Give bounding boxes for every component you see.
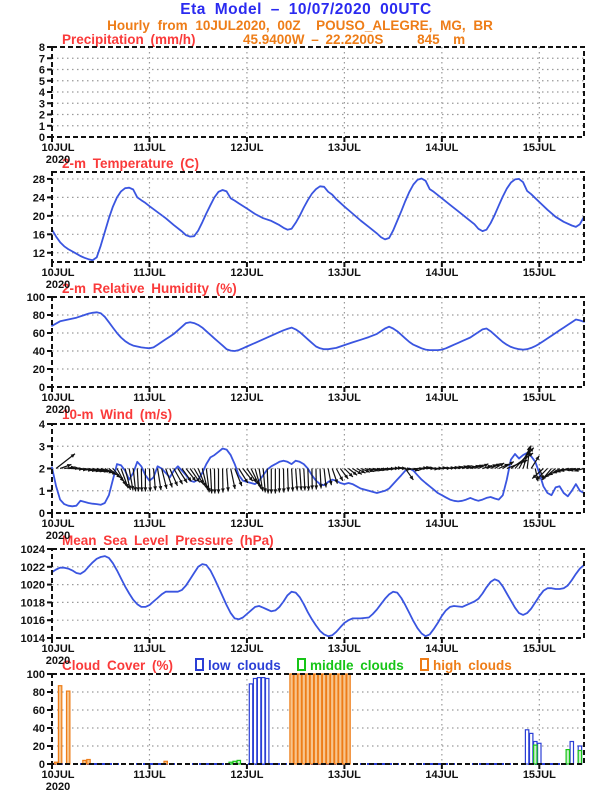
x-tick-label: 15JUL (523, 518, 556, 530)
y-tick-label: 40 (33, 346, 45, 358)
x-year-label: 2020 (46, 154, 70, 166)
wind-arrow-head (314, 485, 318, 489)
high-clouds-bar (318, 674, 321, 764)
y-tick-label: 0 (39, 132, 45, 144)
high-clouds-bar (58, 686, 61, 764)
y-tick-label: 20 (33, 364, 45, 376)
wind-arrow-head (303, 486, 307, 490)
y-tick-label: 1016 (21, 615, 45, 627)
x-tick-label: 15JUL (523, 769, 556, 781)
high-clouds (54, 674, 350, 764)
x-tick-label: 10JUL (41, 643, 74, 655)
y-tick-label: 1 (39, 121, 45, 133)
low-clouds-bar (266, 679, 269, 765)
wind-arrow-head (210, 489, 214, 493)
y-tick-label: 0 (39, 759, 45, 771)
wind-arrow-head (217, 489, 221, 493)
y-tick-label: 1020 (21, 580, 45, 592)
y-tick-label: 80 (33, 310, 45, 322)
x-tick-label: 13JUL (328, 267, 361, 279)
x-tick-label: 13JUL (328, 142, 361, 154)
wind-arrow-head (169, 483, 173, 487)
low-clouds-label: low clouds (208, 658, 281, 673)
y-tick-label: 20 (33, 741, 45, 753)
high-clouds-bar (331, 674, 334, 764)
wind-arrow-head (143, 487, 147, 491)
x-tick-label: 13JUL (328, 769, 361, 781)
y-tick-label: 0 (39, 508, 45, 520)
low-clouds-bar (538, 743, 541, 764)
low-clouds-bar (253, 679, 256, 765)
x-year-label: 2020 (46, 404, 70, 416)
x-tick-label: 15JUL (523, 643, 556, 655)
y-tick-label: 3 (39, 98, 45, 110)
wind-arrow-head (263, 488, 267, 492)
middle-clouds-label: middle clouds (310, 658, 404, 673)
wind-arrow-head (307, 486, 311, 490)
high-clouds-bar (343, 674, 346, 764)
y-tick-label: 1 (39, 486, 45, 498)
x-tick-label: 10JUL (41, 142, 74, 154)
wind-arrow-head (291, 487, 295, 491)
y-tick-label: 100 (27, 292, 45, 304)
wind-arrow-head (136, 487, 140, 491)
pressure-line (52, 556, 584, 636)
wind-arrow-head (213, 489, 217, 493)
high-clouds-bar (306, 674, 309, 764)
x-tick-label: 12JUL (230, 267, 263, 279)
x-tick-label: 14JUL (425, 769, 458, 781)
plot-frame (52, 549, 584, 638)
x-tick-label: 11JUL (133, 142, 166, 154)
y-tick-label: 2 (39, 464, 45, 476)
wind-arrow-head (273, 489, 277, 493)
wind-arrow-head (226, 487, 230, 491)
panel-temperature (33, 172, 584, 291)
x-tick-label: 12JUL (230, 392, 263, 404)
low-clouds-bar (525, 730, 528, 764)
x-tick-label: 14JUL (425, 643, 458, 655)
x-tick-label: 15JUL (523, 267, 556, 279)
y-tick-label: 40 (33, 723, 45, 735)
wind-arrow-head (286, 487, 290, 491)
x-tick-label: 10JUL (41, 518, 74, 530)
panel-title-temperature: 2-m Temperature (C) (62, 156, 199, 171)
middle-clouds-bar (578, 751, 581, 765)
y-tick-label: 0 (39, 382, 45, 394)
model-title: Eta Model – 10/07/2020 00UTC (180, 1, 431, 18)
y-tick-label: 24 (33, 192, 46, 204)
low-clouds-bar (249, 684, 252, 764)
cloud-legend (62, 658, 512, 673)
temperature-line (52, 179, 584, 261)
x-tick-label: 13JUL (328, 518, 361, 530)
wind-arrow-head (299, 486, 303, 490)
wind-arrow-head (266, 489, 270, 493)
x-tick-label: 14JUL (425, 142, 458, 154)
y-tick-label: 28 (33, 174, 45, 186)
wind-arrow-head (221, 488, 225, 492)
x-tick-label: 14JUL (425, 267, 458, 279)
panel-pressure (21, 544, 584, 667)
x-tick-label: 11JUL (133, 518, 166, 530)
high-clouds-bar (347, 674, 350, 764)
high-clouds-bar (302, 674, 305, 764)
y-tick-label: 20 (33, 211, 45, 223)
station-coords: 45.9400W – 22.2200S 845 m (243, 32, 465, 47)
panel-title-humidity: 2-m Relative Humidity (%) (62, 281, 237, 296)
y-tick-label: 4 (39, 87, 46, 99)
panel-wind (39, 419, 584, 542)
high-clouds-bar (314, 674, 317, 764)
x-tick-label: 15JUL (523, 392, 556, 404)
x-tick-label: 13JUL (328, 643, 361, 655)
x-tick-label: 10JUL (41, 392, 74, 404)
x-tick-label: 12JUL (230, 142, 263, 154)
middle-clouds-bar (566, 750, 569, 764)
run-subtitle: Hourly from 10JUL2020, 00Z POUSO_ALEGRE, MG, BR (107, 18, 493, 33)
y-tick-label: 60 (33, 328, 45, 340)
low-clouds-swatch-icon (196, 659, 203, 670)
x-year-label: 2020 (46, 530, 70, 542)
y-tick-label: 6 (39, 65, 45, 77)
x-tick-label: 10JUL (41, 267, 74, 279)
y-tick-label: 2 (39, 110, 45, 122)
x-tick-label: 15JUL (523, 142, 556, 154)
plot-frame (52, 172, 584, 262)
middle-clouds-swatch-icon (298, 659, 305, 670)
x-tick-label: 11JUL (133, 392, 166, 404)
y-tick-label: 1024 (21, 544, 46, 556)
panel-title-wind: 10-m Wind (m/s) (62, 407, 172, 422)
low-clouds-bar (262, 678, 265, 764)
panel-title-precipitation: Precipitation (mm/h) (62, 32, 196, 47)
x-tick-label: 14JUL (425, 392, 458, 404)
x-year-label: 2020 (46, 655, 70, 667)
wind-arrow-head (153, 486, 157, 490)
high-clouds-bar (294, 674, 297, 764)
high-clouds-bar (327, 674, 330, 764)
x-tick-label: 12JUL (230, 769, 263, 781)
x-tick-label: 12JUL (230, 643, 263, 655)
y-tick-label: 1022 (21, 562, 45, 574)
wind-line (52, 449, 584, 507)
x-tick-label: 14JUL (425, 518, 458, 530)
y-tick-label: 4 (39, 419, 46, 431)
y-tick-label: 1014 (21, 633, 46, 645)
low-clouds-bar (570, 742, 573, 765)
x-year-label: 2020 (46, 279, 70, 291)
high-clouds-bar (290, 674, 293, 764)
y-tick-label: 60 (33, 705, 45, 717)
y-tick-label: 1018 (21, 597, 45, 609)
panel-title-cloud-cover: Cloud Cover (%) (62, 658, 173, 673)
panel-humidity (27, 292, 584, 416)
high-clouds-bar (322, 674, 325, 764)
y-tick-label: 5 (39, 76, 45, 88)
x-tick-label: 11JUL (133, 769, 166, 781)
y-tick-label: 7 (39, 53, 45, 65)
x-tick-label: 11JUL (133, 267, 166, 279)
y-tick-label: 80 (33, 687, 45, 699)
wind-arrow-head (319, 484, 323, 488)
high-clouds-swatch-icon (421, 659, 428, 670)
humidity-line (52, 312, 584, 351)
high-clouds-bar (298, 674, 301, 764)
high-clouds-label: high clouds (433, 658, 512, 673)
y-tick-label: 3 (39, 441, 45, 453)
wind-arrow-head (329, 481, 333, 485)
x-tick-label: 11JUL (133, 643, 166, 655)
panel-precipitation (39, 42, 584, 166)
y-tick-label: 16 (33, 229, 45, 241)
y-tick-label: 100 (27, 669, 45, 681)
wind-arrow-head (295, 486, 299, 490)
y-tick-label: 12 (33, 248, 45, 260)
low-clouds-bar (530, 733, 533, 764)
high-clouds-bar (67, 691, 70, 764)
x-tick-label: 13JUL (328, 392, 361, 404)
wind-arrow-head (269, 489, 273, 493)
y-tick-label: 8 (39, 42, 45, 54)
x-year-label: 2020 (46, 781, 70, 792)
wind-arrow-head (148, 487, 152, 491)
panel-clouds (27, 669, 584, 792)
x-tick-label: 12JUL (230, 518, 263, 530)
panel-title-pressure: Mean Sea Level Pressure (hPa) (62, 533, 274, 548)
x-tick-label: 10JUL (41, 769, 74, 781)
high-clouds-bar (335, 674, 338, 764)
high-clouds-bar (310, 674, 313, 764)
middle-clouds-bar (534, 745, 537, 764)
high-clouds-bar (339, 674, 342, 764)
low-clouds-bar (257, 678, 260, 764)
wind-arrow-head (310, 485, 314, 489)
